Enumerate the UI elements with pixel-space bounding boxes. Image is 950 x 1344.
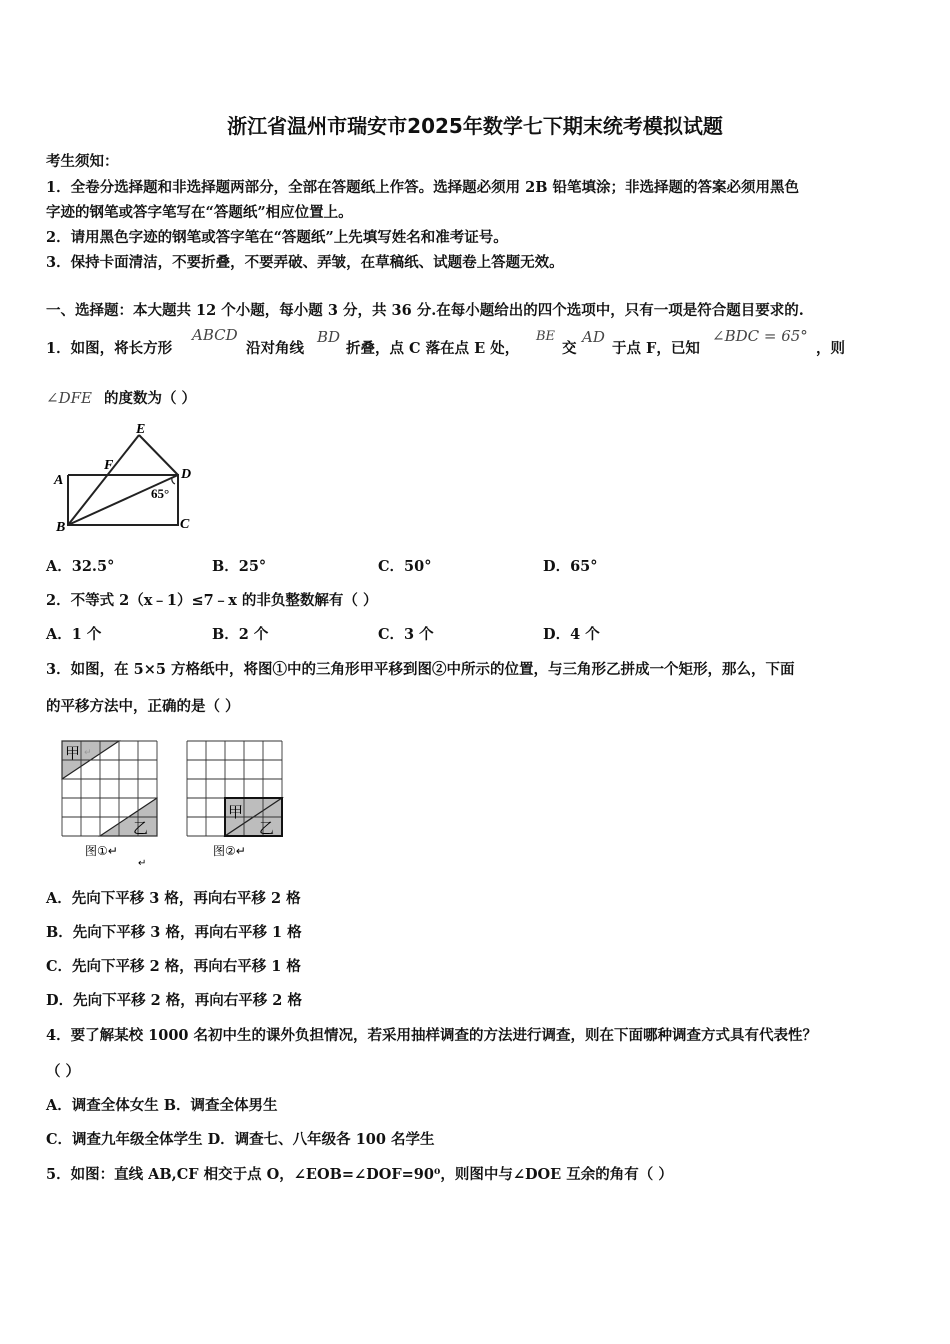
- q1-math-angle-bdc: ∠BDC = 65°: [712, 327, 808, 345]
- paragraph-mark: ↵: [138, 858, 147, 869]
- label-b: B: [56, 520, 66, 535]
- q1-option-b[interactable]: B．25°: [212, 558, 267, 575]
- segment-be: [68, 435, 139, 525]
- q1-part-2: 沿对角线: [246, 340, 304, 357]
- angle-label: 65°: [151, 486, 170, 501]
- q2-option-d[interactable]: D．4 个: [543, 626, 600, 643]
- q3-stem-a: 3．如图，在 5×5 方格纸中，将图①中的三角形甲平移到图②中所示的位置，与三角形乙拼成一个矩形，那么，下面: [46, 661, 795, 678]
- q1-math-be: BE: [536, 329, 556, 344]
- notice-line-2: 2．请用黑色字迹的钢笔或答字笔在“答题纸”上先填写姓名和准考证号。: [46, 229, 508, 246]
- label-c: C: [180, 517, 190, 532]
- paragraph-mark-fig1: ↵: [84, 748, 92, 758]
- q1-part-1: 1．如图，将长方形: [46, 340, 173, 357]
- q4-options-line-1[interactable]: A．调查全体女生 B．调查全体男生: [46, 1097, 278, 1114]
- q1-option-a[interactable]: A．32.5°: [46, 558, 115, 575]
- q1-option-c[interactable]: C．50°: [378, 558, 432, 575]
- angle-arc: [172, 478, 175, 484]
- q3-option-b[interactable]: B．先向下平移 3 格，再向右平移 1 格: [46, 924, 302, 941]
- notice-line-1a: 1．全卷分选择题和非选择题两部分，全部在答题纸上作答。选择题必须用 2B 铅笔填涂；非选择题的答案必须用黑色: [46, 179, 800, 196]
- q1-part-3: 折叠，点 C 落在点 E 处，: [346, 340, 520, 357]
- notice-line-1b: 字迹的钢笔或答字笔写在“答题纸”相应位置上。: [46, 204, 353, 221]
- q3-figures: [56, 734, 296, 870]
- q1-math-abcd: ABCD: [192, 326, 238, 344]
- q3-option-a[interactable]: A．先向下平移 3 格，再向右平移 2 格: [46, 890, 301, 907]
- label-d: D: [181, 467, 192, 482]
- q1-math-ad: AD: [582, 328, 605, 346]
- q1-math-angle-dfe: ∠DFE: [46, 389, 92, 407]
- label-e: E: [136, 422, 146, 437]
- q1-figure: [44, 418, 204, 538]
- q4-options-line-2[interactable]: C．调查九年级全体学生 D．调查七、八年级各 100 名学生: [46, 1131, 435, 1148]
- segment-ed: [139, 435, 178, 475]
- q2-option-a[interactable]: A．1 个: [46, 626, 102, 643]
- q2-option-c[interactable]: C．3 个: [378, 626, 434, 643]
- label-jia-fig2: 甲: [228, 803, 244, 821]
- label-jia-fig1: 甲: [65, 744, 81, 762]
- notice-heading: 考生须知：: [46, 153, 119, 170]
- section-heading: 一、选择题：本大题共 12 个小题，每小题 3 分，共 36 分.在每小题给出的四个选项中，只有一项是符合题目要求的.: [46, 302, 804, 319]
- notice-line-3: 3．保持卡面清洁，不要折叠，不要弄破、弄皱，在草稿纸、试题卷上答题无效。: [46, 254, 564, 271]
- grid-figure-1: [62, 741, 157, 837]
- q1-part-4: 交: [562, 340, 577, 357]
- label-f: F: [104, 458, 114, 473]
- label-yi-fig2: 乙: [259, 819, 275, 837]
- q1-part-7: 的度数为（ ）: [104, 390, 197, 407]
- q1-option-d[interactable]: D．65°: [543, 558, 598, 575]
- q1-math-bd: BD: [317, 328, 341, 346]
- grid-figure-2: [187, 741, 282, 837]
- page-title: 浙江省温州市瑞安市2025年数学七下期末统考模拟试题: [227, 114, 723, 138]
- q3-option-d[interactable]: D．先向下平移 2 格，再向右平移 2 格: [46, 992, 302, 1009]
- q4-stem-b: （ ）: [46, 1063, 81, 1080]
- q4-stem-a: 4．要了解某校 1000 名初中生的课外负担情况，若采用抽样调查的方法进行调查，则在下面哪种调查方式具有代表性？: [46, 1027, 818, 1044]
- q2-stem: 2．不等式 2（x﹣1）≤7﹣x 的非负整数解有（ ）: [46, 592, 378, 609]
- caption-fig1: 图①↵: [85, 844, 118, 858]
- caption-fig2: 图②↵: [213, 844, 246, 858]
- label-a: A: [54, 473, 64, 488]
- q1-part-5: 于点 F，已知: [612, 340, 700, 357]
- q3-option-c[interactable]: C．先向下平移 2 格，再向右平移 1 格: [46, 958, 301, 975]
- q3-stem-b: 的平移方法中，正确的是（ ）: [46, 698, 240, 715]
- label-yi-fig1: 乙: [133, 819, 149, 837]
- q5-stem: 5．如图：直线 AB,CF 相交于点 O，∠EOB=∠DOF=90⁰，则图中与∠DOE 互余的角有（ ）: [46, 1166, 673, 1183]
- q1-part-6: ，则: [816, 340, 845, 357]
- q2-option-b[interactable]: B．2 个: [212, 626, 269, 643]
